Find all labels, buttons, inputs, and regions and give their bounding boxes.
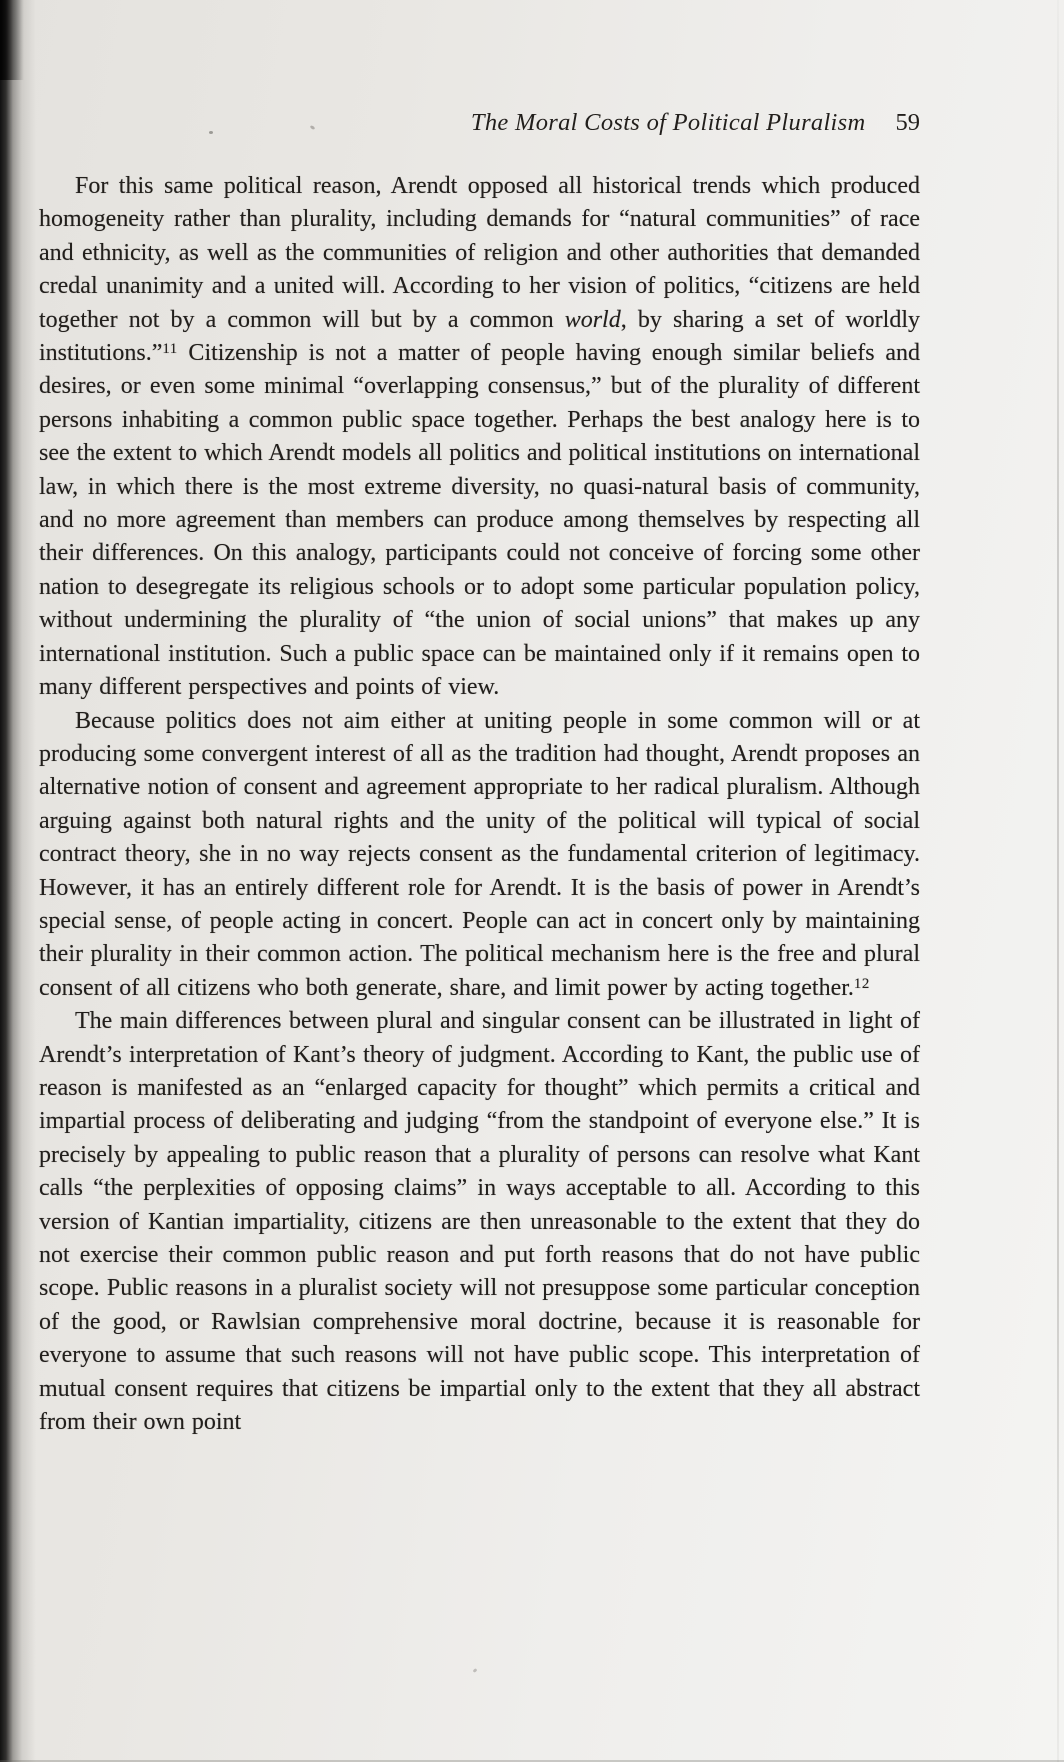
book-gutter-shadow-top bbox=[0, 0, 24, 80]
page-right-edge bbox=[1057, 0, 1059, 1762]
page-number: 59 bbox=[895, 109, 920, 136]
scan-speck bbox=[473, 1668, 478, 1673]
body-paragraph-3: The main differences between plural and singular consent can be illustrated in light of Arendt’s interpretation of Kant’s theory of judgment. According to Kant, the public use of reason is manifested as an “enlarged capacity for thought” which permits a critical and impartial process of deliberating and judging “from the standpoint of everyone else.” It is precisely by appealing to public reason that a plurality of persons can resolve what Kant calls “the perplexities of opposing claims” in ways acceptable to all. According to this version of Kantian impartiality, citizens are then unreasonable to the extent that they do not exercise their common public reason and put forth reasons that do not have public scope. Public reasons in a pluralist society will not presuppose some particular conception of the good, or Rawlsian comprehensive moral doctrine, because it is reasonable for everyone to assume that such reasons will not have public scope. This interpretation of mutual consent requires that citizens be impartial only to the extent that they all abstract from their own point bbox=[39, 1008, 920, 1436]
running-header bbox=[39, 106, 920, 140]
running-header-title: The Moral Costs of Political Pluralism bbox=[470, 109, 866, 136]
book-gutter-shadow bbox=[0, 0, 36, 1762]
body-paragraph-1: For this same political reason, Arendt opposed all historical trends which produced homogeneity rather than plurality, including demands for “natural communities” of race and ethnicity, as well as the communities of religion and other authorities that demanded credal unanimity and a united will. According to her vision of politics, “citizens are held together not by a common will but by a common world, by sharing a set of worldly institutions.”$^{11}$ Citizenship is not a matter of people having enough similar beliefs and desires, or even some minimal “overlapping consensus,” but of the plurality of different persons inhabiting a common public space together. Perhaps the best analogy here is to see the extent to which Arendt models all politics and political institutions on international law, in which there is the most extreme diversity, no quasi-natural basis of community, and no more agreement than members can produce among themselves by respecting all their differences. On this analogy, participants could not conceive of forcing some other nation to desegregate its religious schools or to adopt some particular population policy, without undermining the plurality of “the union of social unions” that makes up any international institution. Such a public space can be maintained only if it remains open to many different perspectives and points of view. bbox=[39, 173, 920, 701]
page-content bbox=[39, 106, 920, 1439]
body-paragraph-2: Because politics does not aim either at uniting people in some common will or at producing some convergent interest of all as the tradition had thought, Arendt proposes an alternative notion of consent and agreement appropriate to her radical pluralism. Although arguing against both natural rights and the unity of the political will typical of social contract theory, she in no way rejects consent as the fundamental criterion of legitimacy. However, it has an entirely different role for Arendt. It is the basis of power in Arendt’s special sense, of people acting in concert. People can act in concert only by maintaining their plurality in their common action. The political mechanism here is the free and plural consent of all citizens who both generate, share, and limit power by acting together.$^{12}$ bbox=[39, 707, 920, 1001]
